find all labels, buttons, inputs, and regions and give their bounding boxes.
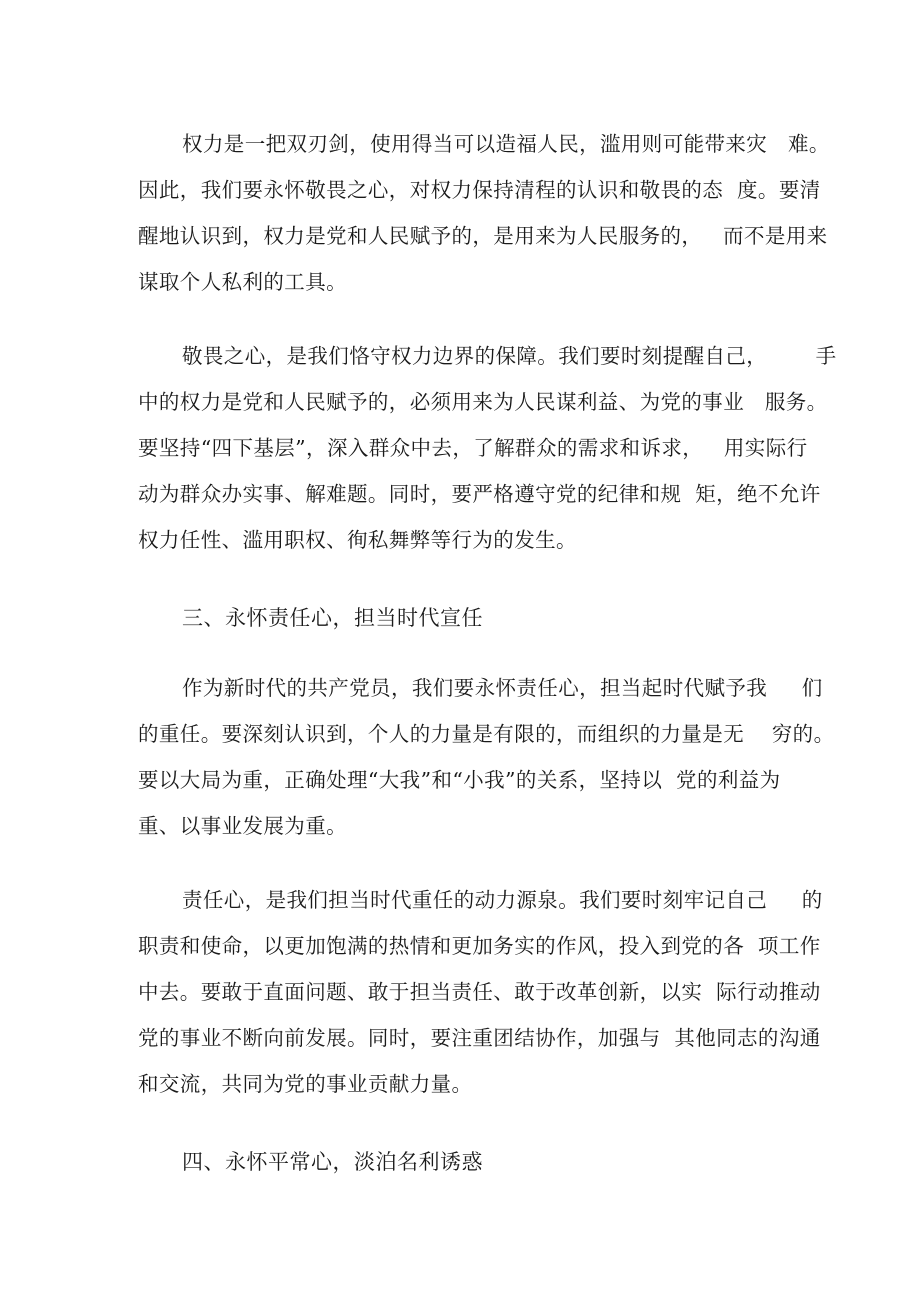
paragraph-responsibility-motivation xyxy=(138,878,823,1106)
paragraph-line: 权力任性、滥用职权、徇私舞弊等行为的发生。 xyxy=(138,528,577,552)
paragraph-line: 因此，我们要永怀敬畏之心，对权力保持清程的认识和敬畏的态 度。要清 xyxy=(138,178,821,202)
paragraph-line: 醒地认识到，权力是党和人民赋予的，是用来为人民服务的， 而不是用来 xyxy=(138,224,828,248)
paragraph-power-double-edged xyxy=(138,122,830,304)
section-heading-three: 三、永怀责任心，担当时代宣任 xyxy=(182,606,483,630)
paragraph-line: 责任心，是我们担当时代重任的动力源泉。我们要时刻牢记自己 的 xyxy=(182,888,823,912)
paragraph-line: 中的权力是党和人民赋予的，必须用来为人民谋利益、为党的事业 服务。 xyxy=(138,390,828,414)
paragraph-line: 要以大局为重，正确处理“大我”和“小我”的关系，坚持以 党的利益为 xyxy=(138,768,781,792)
paragraph-line: 动为群众办实事、解难题。同时，要严格遵守党的纪律和规 矩，绝不允许 xyxy=(138,482,821,506)
paragraph-line: 权力是一把双刃剑，使用得当可以造福人民，滥用则可能带来灾 难。 xyxy=(182,132,830,156)
paragraph-line: 中去。要敢于直面问题、敢于担当责任、敢于改革创新，以实 际行动推动 xyxy=(138,980,821,1004)
paragraph-line: 的重任。要深刻认识到，个人的力量是有限的，而组织的力量是无 穷的。 xyxy=(138,722,835,746)
paragraph-new-era-responsibility xyxy=(138,666,835,848)
paragraph-line: 敬畏之心，是我们恪守权力边界的保障。我们要时刻提醒自己， 手 xyxy=(182,344,837,368)
paragraph-awe-boundary xyxy=(138,334,837,562)
section-heading-four: 四、永怀平常心，淡泊名利诱惑 xyxy=(182,1150,483,1174)
paragraph-line: 党的事业不断向前发展。同时，要注重团结协作，加强与 其他同志的沟通 xyxy=(138,1026,821,1050)
paragraph-line: 和交流，共同为党的事业贡献力量。 xyxy=(138,1072,473,1096)
paragraph-line: 作为新时代的共产党员，我们要永怀责任心，担当起时代赋予我 们 xyxy=(182,676,823,700)
paragraph-line: 重、以事业发展为重。 xyxy=(138,814,347,838)
paragraph-line: 要坚持“四下基层”，深入群众中去，了解群众的需求和诉求， 用实际行 xyxy=(138,436,808,460)
paragraph-line: 职责和使命，以更加饱满的热情和更加务实的作风，投入到党的各 项工作 xyxy=(138,934,821,958)
paragraph-line: 谋取个人私利的工具。 xyxy=(138,270,347,294)
